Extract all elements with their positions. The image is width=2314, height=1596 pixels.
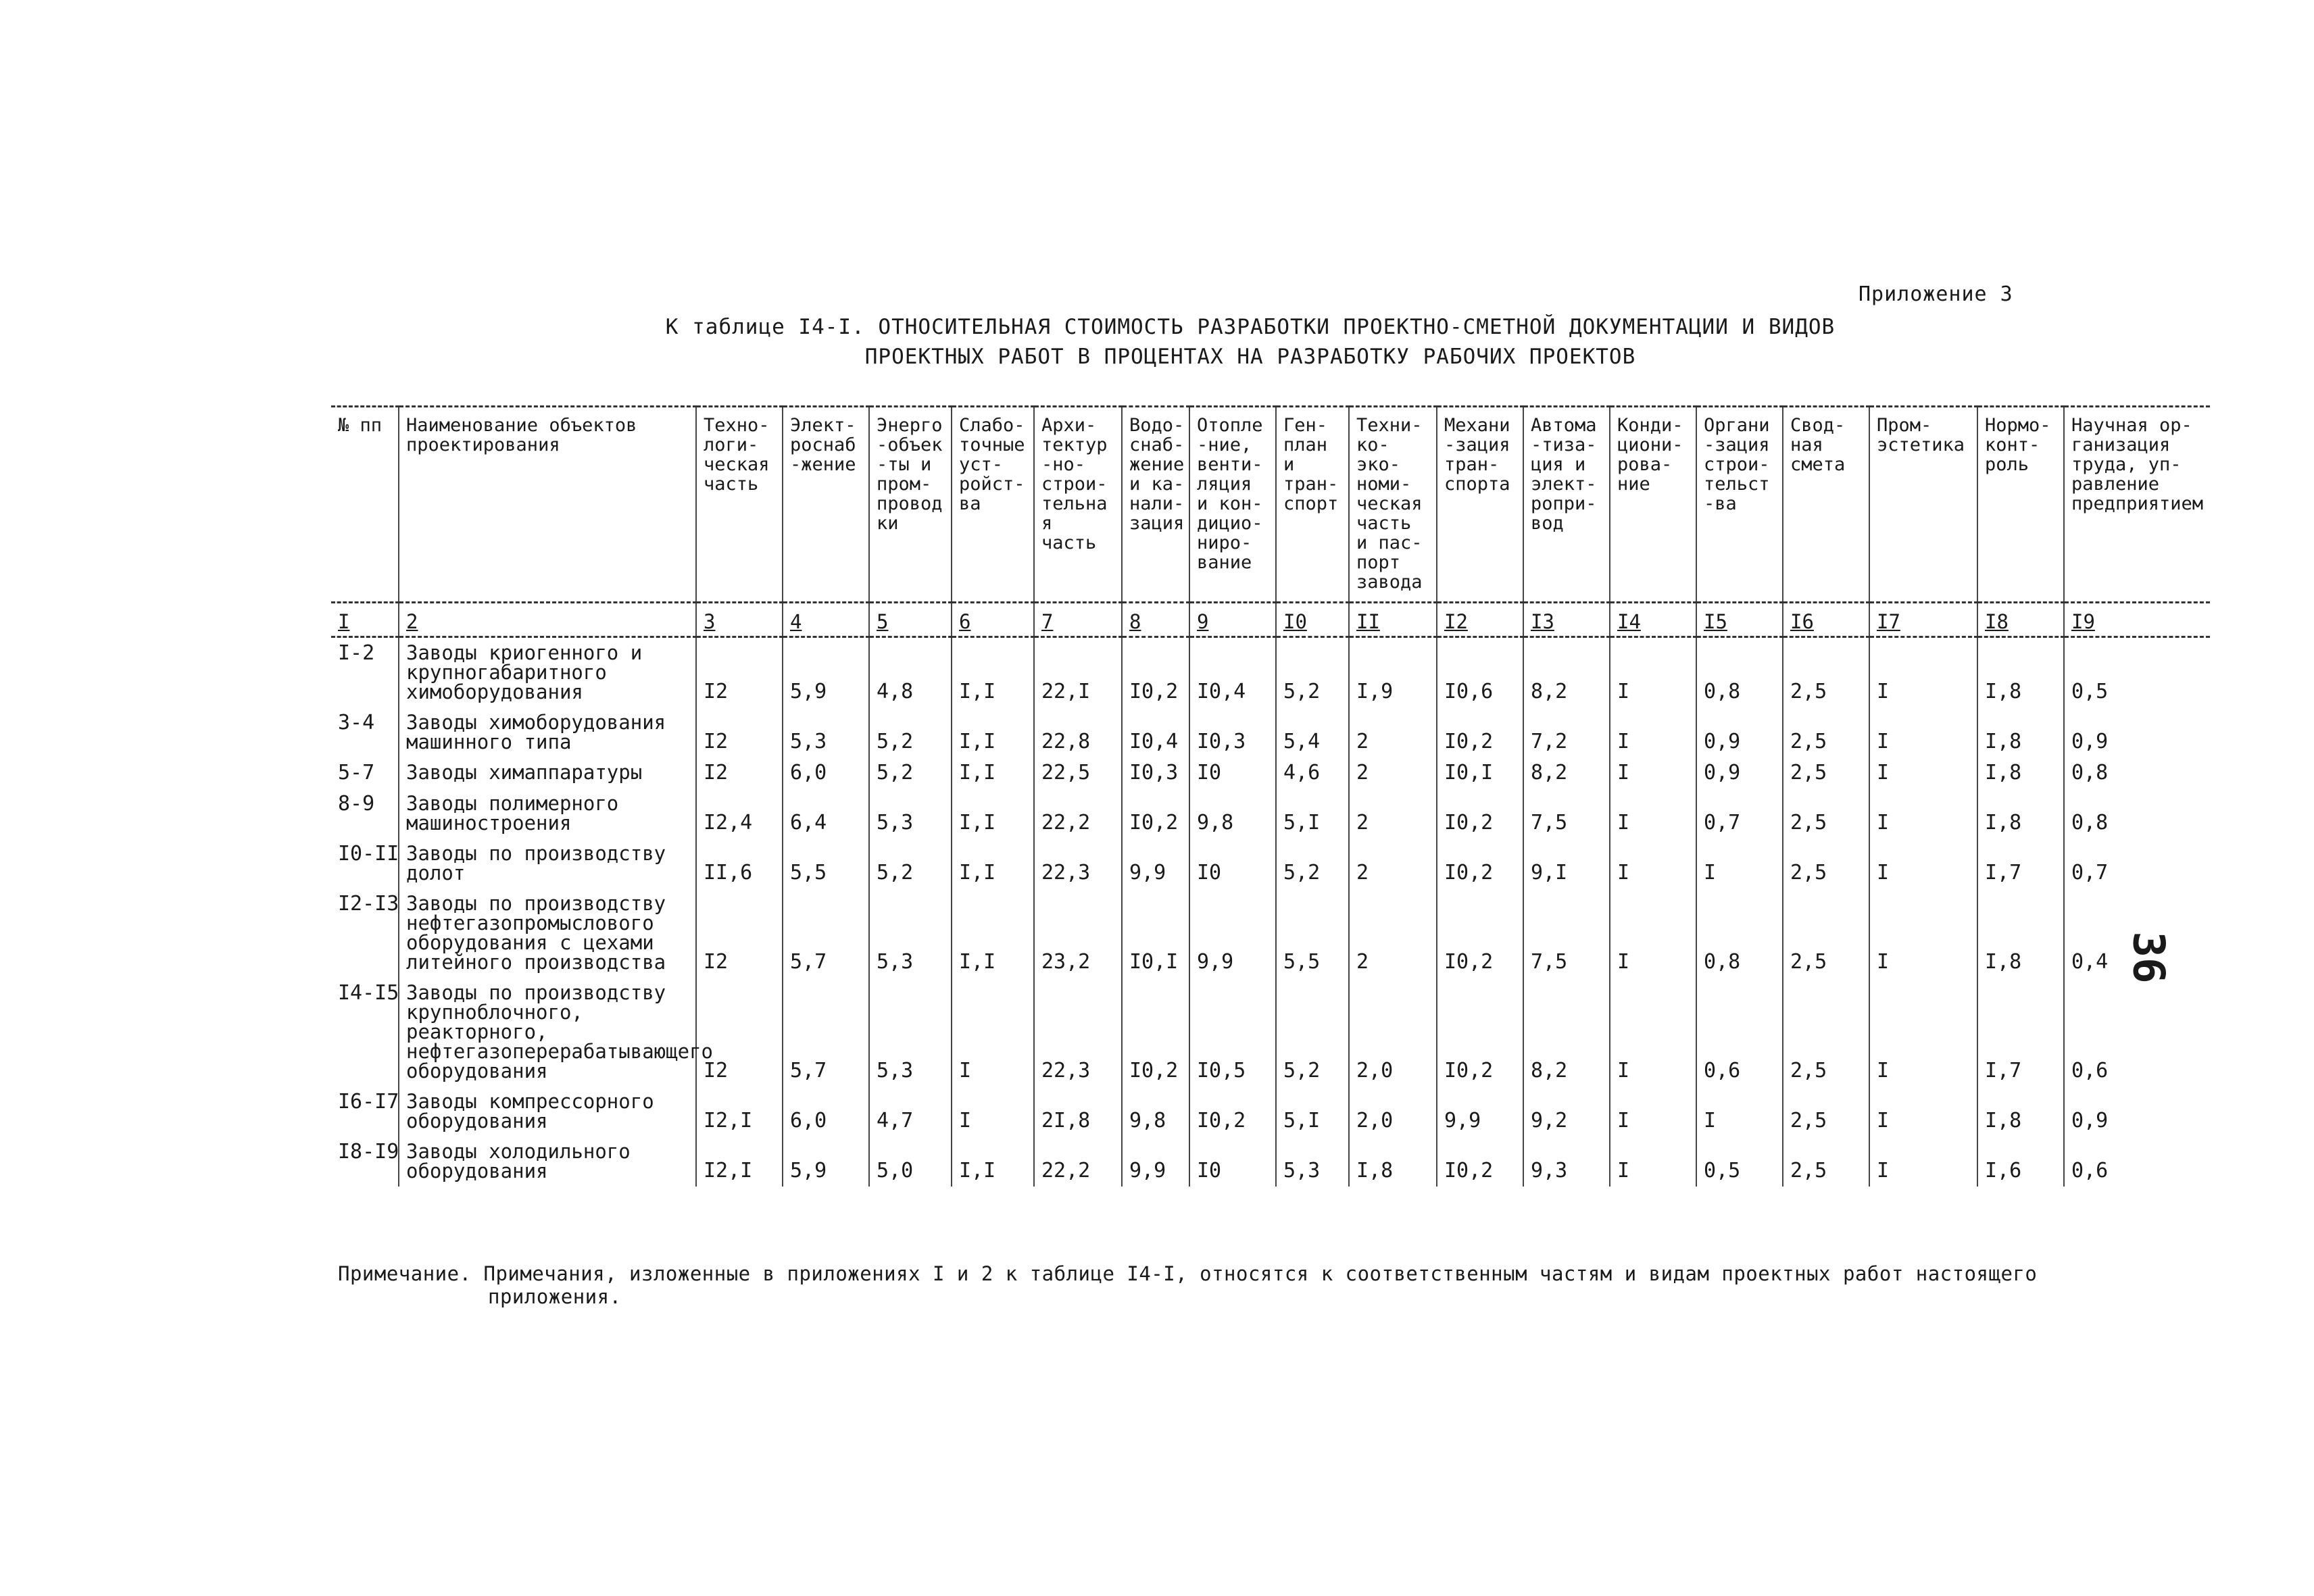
column-number: I3 (1523, 603, 1610, 637)
column-number: 8 (1122, 603, 1189, 637)
value-cell: I0,5 (1189, 978, 1276, 1087)
object-name: Заводы полимерного машиностроения (399, 789, 696, 839)
column-header: Техно-логи-ческая часть (696, 407, 783, 603)
column-number: I5 (1696, 603, 1783, 637)
value-cell: 5,2 (1276, 978, 1349, 1087)
value-cell: I,8 (1977, 707, 2064, 757)
value-cell: 5,3 (783, 707, 869, 757)
value-cell: 9,I (1523, 839, 1610, 889)
value-cell: 22,8 (1034, 707, 1122, 757)
value-cell: I0,2 (1122, 789, 1189, 839)
value-cell: 2,5 (1783, 757, 1869, 789)
value-cell: 0,7 (1696, 789, 1783, 839)
value-cell: I (1869, 757, 1977, 789)
value-cell: 0,6 (2064, 978, 2210, 1087)
value-cell: 6,4 (783, 789, 869, 839)
value-cell: 2,5 (1783, 889, 1869, 978)
value-cell: 5,9 (783, 637, 869, 708)
value-cell: 0,8 (2064, 789, 2210, 839)
column-number: I (331, 603, 399, 637)
value-cell: I,7 (1977, 839, 2064, 889)
object-name: Заводы компрессорного оборудования (399, 1087, 696, 1137)
value-cell: 5,2 (869, 757, 952, 789)
column-header: Научная ор-ганизация труда, уп-равление предприятием (2064, 407, 2210, 603)
column-number: I4 (1610, 603, 1696, 637)
value-cell: I,8 (1977, 757, 2064, 789)
column-number: I7 (1869, 603, 1977, 637)
column-number: I9 (2064, 603, 2210, 637)
value-cell: 9,8 (1122, 1087, 1189, 1137)
value-cell: I0,2 (1437, 839, 1523, 889)
value-cell: I2,I (696, 1137, 783, 1187)
table-row (331, 839, 2210, 889)
table-title (608, 312, 1892, 372)
value-cell: I,9 (1349, 637, 1437, 708)
value-cell: I (1696, 839, 1783, 889)
column-header: Архи-тектур-но-строи-тельная часть (1034, 407, 1122, 603)
column-header: Водо-снаб-жение и ка-нали-зация (1122, 407, 1189, 603)
value-cell: 2 (1349, 889, 1437, 978)
value-cell: I0 (1189, 1137, 1276, 1187)
value-cell: I,6 (1977, 1137, 2064, 1187)
column-header: Органи-зация строи-тельст-ва (1696, 407, 1783, 603)
value-cell: 2,5 (1783, 1087, 1869, 1137)
value-cell: 5,4 (1276, 707, 1349, 757)
value-cell: I0,6 (1437, 637, 1523, 708)
column-header: Ген-план и тран-спорт (1276, 407, 1349, 603)
value-cell: I (1869, 789, 1977, 839)
value-cell: I,8 (1977, 637, 2064, 708)
value-cell: 9,3 (1523, 1137, 1610, 1187)
value-cell: I,I (952, 1137, 1034, 1187)
value-cell: 22,I (1034, 637, 1122, 708)
value-cell: 5,I (1276, 1087, 1349, 1137)
column-header: Техни-ко-эко-номи-ческая часть и пас-порт завода (1349, 407, 1437, 603)
row-number: I0-II (338, 842, 399, 866)
footnote-line-1: Примечание. Примечания, изложенные в приложениях I и 2 к таблице I4-I, относятся к соответственным частям и видам проектных работ настоящего (338, 1262, 2038, 1285)
value-cell: 8,2 (1523, 637, 1610, 708)
value-cell: 2,0 (1349, 978, 1437, 1087)
value-cell: 6,0 (783, 1087, 869, 1137)
value-cell: 0,9 (1696, 707, 1783, 757)
page-number: 36 (2123, 931, 2173, 984)
value-cell: 0,5 (1696, 1137, 1783, 1187)
value-cell: I2 (696, 637, 783, 708)
value-cell: 22,3 (1034, 978, 1122, 1087)
value-cell: I (1610, 978, 1696, 1087)
value-cell: II,6 (696, 839, 783, 889)
value-cell: I (1610, 1087, 1696, 1137)
value-cell: 0,4 (2064, 889, 2210, 978)
value-cell: 5,7 (783, 978, 869, 1087)
column-header: Отопле-ние, венти-ляция и кон-дицио-ниро-вание (1189, 407, 1276, 603)
table-row (331, 889, 2210, 978)
value-cell: 0,9 (1696, 757, 1783, 789)
value-cell: I (952, 1087, 1034, 1137)
value-cell: I (1869, 839, 1977, 889)
value-cell: 2,5 (1783, 707, 1869, 757)
value-cell: I,I (952, 757, 1034, 789)
value-cell: 5,I (1276, 789, 1349, 839)
value-cell: I,8 (1349, 1137, 1437, 1187)
column-header: Нормо-конт-роль (1977, 407, 2064, 603)
value-cell: I0,3 (1189, 707, 1276, 757)
value-cell: 2 (1349, 707, 1437, 757)
column-header: Свод-ная смета (1783, 407, 1869, 603)
value-cell: 5,0 (869, 1137, 952, 1187)
value-cell: I,I (952, 707, 1034, 757)
value-cell: I0,2 (1437, 789, 1523, 839)
value-cell: I,I (952, 789, 1034, 839)
object-name: Заводы химоборудования машинного типа (399, 707, 696, 757)
value-cell: 5,5 (1276, 889, 1349, 978)
value-cell: 0,8 (1696, 889, 1783, 978)
object-name: Заводы криогенного и крупногабаритного химоборудования (399, 637, 696, 708)
value-cell: 5,2 (869, 839, 952, 889)
object-name: Заводы по производству долот (399, 839, 696, 889)
value-cell: I,7 (1977, 978, 2064, 1087)
column-header: Элект-роснаб-жение (783, 407, 869, 603)
value-cell: 4,8 (869, 637, 952, 708)
value-cell: 6,0 (783, 757, 869, 789)
table-title-line-2: ПРОЕКТНЫХ РАБОТ В ПРОЦЕНТАХ НА РАЗРАБОТКУ РАБОЧИХ ПРОЕКТОВ (864, 345, 1636, 369)
column-number: I8 (1977, 603, 2064, 637)
value-cell: 7,5 (1523, 889, 1610, 978)
row-number: 3-4 (338, 711, 375, 734)
column-number: I2 (1437, 603, 1523, 637)
value-cell: I0,4 (1122, 707, 1189, 757)
value-cell: 7,2 (1523, 707, 1610, 757)
value-cell: I (1869, 707, 1977, 757)
value-cell: 2,5 (1783, 637, 1869, 708)
value-cell: I0,I (1122, 889, 1189, 978)
value-cell: 22,3 (1034, 839, 1122, 889)
column-header: Пром-эстетика (1869, 407, 1977, 603)
cost-table (331, 405, 2210, 1187)
table-row (331, 637, 2210, 708)
column-number: 6 (952, 603, 1034, 637)
value-cell: 9,8 (1189, 789, 1276, 839)
column-number-row (331, 603, 2210, 637)
column-number: I6 (1783, 603, 1869, 637)
value-cell: 2,5 (1783, 839, 1869, 889)
column-number: II (1349, 603, 1437, 637)
value-cell: 5,2 (1276, 839, 1349, 889)
table-row (331, 757, 2210, 789)
value-cell: 5,2 (869, 707, 952, 757)
column-header: Наименование объектов проектирования (399, 407, 696, 603)
object-name: Заводы по производству крупноблочного, реакторного, нефтегазоперерабатывающего оборудования (399, 978, 696, 1087)
value-cell: 0,8 (2064, 757, 2210, 789)
value-cell: 5,5 (783, 839, 869, 889)
table-row (331, 978, 2210, 1087)
header-row (331, 407, 2210, 603)
value-cell: 9,9 (1189, 889, 1276, 978)
value-cell: 0,7 (2064, 839, 2210, 889)
value-cell: 2,5 (1783, 789, 1869, 839)
value-cell: 9,9 (1437, 1087, 1523, 1137)
table-title-line-1: К таблице I4-I. ОТНОСИТЕЛЬНАЯ СТОИМОСТЬ РАЗРАБОТКИ ПРОЕКТНО-СМЕТНОЙ ДОКУМЕНТАЦИИ И ВИДОВ (665, 315, 1836, 339)
value-cell: I,8 (1977, 889, 2064, 978)
object-name: Заводы холодильного оборудования (399, 1137, 696, 1187)
value-cell: 2,5 (1783, 978, 1869, 1087)
value-cell: 2 (1349, 789, 1437, 839)
object-name: Заводы химаппаратуры (399, 757, 696, 789)
value-cell: I2,I (696, 1087, 783, 1137)
value-cell: 2,5 (1783, 1137, 1869, 1187)
value-cell: I0,I (1437, 757, 1523, 789)
value-cell: I (1869, 1087, 1977, 1137)
column-number: 9 (1189, 603, 1276, 637)
value-cell: I0,2 (1437, 707, 1523, 757)
column-header: Механи-зация тран-спорта (1437, 407, 1523, 603)
value-cell: 22,2 (1034, 1137, 1122, 1187)
value-cell: I0 (1189, 757, 1276, 789)
value-cell: I2 (696, 707, 783, 757)
value-cell: 9,2 (1523, 1087, 1610, 1137)
value-cell: 2 (1349, 757, 1437, 789)
table-row (331, 1087, 2210, 1137)
row-number: I8-I9 (338, 1140, 399, 1164)
row-number: I-2 (338, 641, 375, 665)
column-header: № пп (331, 407, 399, 603)
row-number: I6-I7 (338, 1090, 399, 1114)
value-cell: I2 (696, 978, 783, 1087)
value-cell: 5,3 (869, 978, 952, 1087)
value-cell: I (1610, 789, 1696, 839)
value-cell: 5,2 (1276, 637, 1349, 708)
column-header: Автома-тиза-ция и элект-ропри-вод (1523, 407, 1610, 603)
footnote-line-2: приложения. (488, 1285, 622, 1308)
value-cell: I0,2 (1437, 978, 1523, 1087)
value-cell: 5,9 (783, 1137, 869, 1187)
value-cell: 5,3 (1276, 1137, 1349, 1187)
column-number: 3 (696, 603, 783, 637)
value-cell: I0,3 (1122, 757, 1189, 789)
value-cell: I,8 (1977, 1087, 2064, 1137)
value-cell: I (1610, 707, 1696, 757)
value-cell: I (1610, 1137, 1696, 1187)
value-cell: 0,6 (1696, 978, 1783, 1087)
object-name: Заводы по производству нефтегазопромыслового оборудования с цехами литейного производства (399, 889, 696, 978)
value-cell: 9,9 (1122, 839, 1189, 889)
value-cell: 9,9 (1122, 1137, 1189, 1187)
value-cell: I2 (696, 757, 783, 789)
column-number: 4 (783, 603, 869, 637)
value-cell: 0,6 (2064, 1137, 2210, 1187)
value-cell: 0,9 (2064, 1087, 2210, 1137)
value-cell: 0,5 (2064, 637, 2210, 708)
row-number: I4-I5 (338, 981, 399, 1005)
value-cell: 0,8 (1696, 637, 1783, 708)
value-cell: I,8 (1977, 789, 2064, 839)
value-cell: I (1869, 1137, 1977, 1187)
value-cell: I0,2 (1437, 889, 1523, 978)
value-cell: I2,4 (696, 789, 783, 839)
value-cell: 23,2 (1034, 889, 1122, 978)
value-cell: I (1610, 637, 1696, 708)
row-number: 8-9 (338, 792, 375, 816)
column-header: Энерго-объек-ты и пром-проводки (869, 407, 952, 603)
value-cell: I (1610, 889, 1696, 978)
value-cell: I (1696, 1087, 1783, 1137)
value-cell: 2I,8 (1034, 1087, 1122, 1137)
value-cell: I0,4 (1189, 637, 1276, 708)
value-cell: I0 (1189, 839, 1276, 889)
column-number: 7 (1034, 603, 1122, 637)
value-cell: 0,9 (2064, 707, 2210, 757)
table-row (331, 1137, 2210, 1187)
value-cell: 5,3 (869, 789, 952, 839)
row-number: 5-7 (338, 761, 375, 784)
value-cell: 5,3 (869, 889, 952, 978)
value-cell: I (952, 978, 1034, 1087)
value-cell: 22,5 (1034, 757, 1122, 789)
appendix-label: Приложение 3 (1858, 282, 2013, 306)
column-number: 2 (399, 603, 696, 637)
value-cell: 8,2 (1523, 757, 1610, 789)
value-cell: 8,2 (1523, 978, 1610, 1087)
column-number: I0 (1276, 603, 1349, 637)
column-header: Слабо-точные уст-ройст-ва (952, 407, 1034, 603)
row-number: I2-I3 (338, 892, 399, 916)
value-cell: 4,6 (1276, 757, 1349, 789)
value-cell: I (1869, 978, 1977, 1087)
value-cell: I,I (952, 839, 1034, 889)
value-cell: I0,2 (1437, 1137, 1523, 1187)
value-cell: 22,2 (1034, 789, 1122, 839)
value-cell: I0,2 (1189, 1087, 1276, 1137)
table-row (331, 707, 2210, 757)
value-cell: I (1610, 757, 1696, 789)
column-header: Конди-циони-рова-ние (1610, 407, 1696, 603)
value-cell: I0,2 (1122, 637, 1189, 708)
value-cell: I (1869, 637, 1977, 708)
value-cell: 2,0 (1349, 1087, 1437, 1137)
table-row (331, 789, 2210, 839)
value-cell: I2 (696, 889, 783, 978)
column-number: 5 (869, 603, 952, 637)
value-cell: 4,7 (869, 1087, 952, 1137)
value-cell: I (1869, 889, 1977, 978)
footnote (338, 1262, 2068, 1308)
value-cell: I0,2 (1122, 978, 1189, 1087)
value-cell: 2 (1349, 839, 1437, 889)
value-cell: 7,5 (1523, 789, 1610, 839)
value-cell: 5,7 (783, 889, 869, 978)
value-cell: I (1610, 839, 1696, 889)
value-cell: I,I (952, 637, 1034, 708)
value-cell: I,I (952, 889, 1034, 978)
